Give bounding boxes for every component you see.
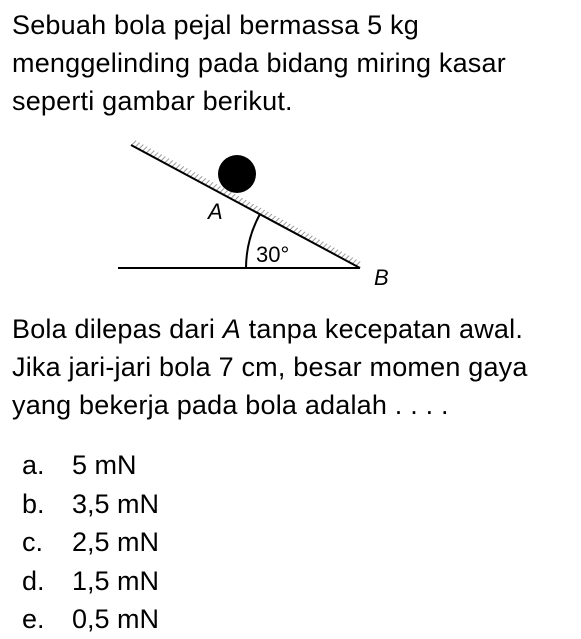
point-a-label: A <box>208 199 223 224</box>
option-letter: b. <box>22 488 45 519</box>
option-value: 2,5 mN <box>72 527 160 557</box>
option-value: 5 mN <box>72 450 137 480</box>
solid-ball <box>218 155 256 193</box>
option-value: 3,5 mN <box>72 488 160 519</box>
option-letter: a. <box>22 450 45 480</box>
intro-line: menggelinding pada bidang miring kasar <box>12 48 506 78</box>
option-letter: e. <box>22 604 45 634</box>
option-letter: d. <box>22 565 45 596</box>
option-d[interactable] <box>22 562 159 601</box>
angle-label: 30° <box>256 242 290 267</box>
question-line: Jika jari-jari bola 7 cm, besar momen gaya <box>12 352 528 382</box>
intro-line: Sebuah bola pejal bermassa 5 kg <box>12 10 419 40</box>
option-a[interactable] <box>22 446 159 485</box>
option-value: 1,5 mN <box>72 565 160 596</box>
option-c[interactable] <box>22 523 159 562</box>
answer-options <box>22 446 159 639</box>
question-line: Bola dilepas dari A tanpa kecepatan awal. <box>12 314 524 344</box>
option-value: 0,5 mN <box>72 604 160 634</box>
option-letter: c. <box>22 527 44 557</box>
problem-intro <box>12 6 572 120</box>
option-e[interactable] <box>22 600 159 639</box>
problem-question <box>12 310 572 424</box>
intro-line: seperti gambar berikut. <box>12 86 293 116</box>
option-b[interactable] <box>22 485 159 524</box>
point-b-label: B <box>374 265 389 290</box>
incline-diagram <box>110 132 410 302</box>
question-line: yang bekerja pada bola adalah . . . . <box>12 390 449 420</box>
